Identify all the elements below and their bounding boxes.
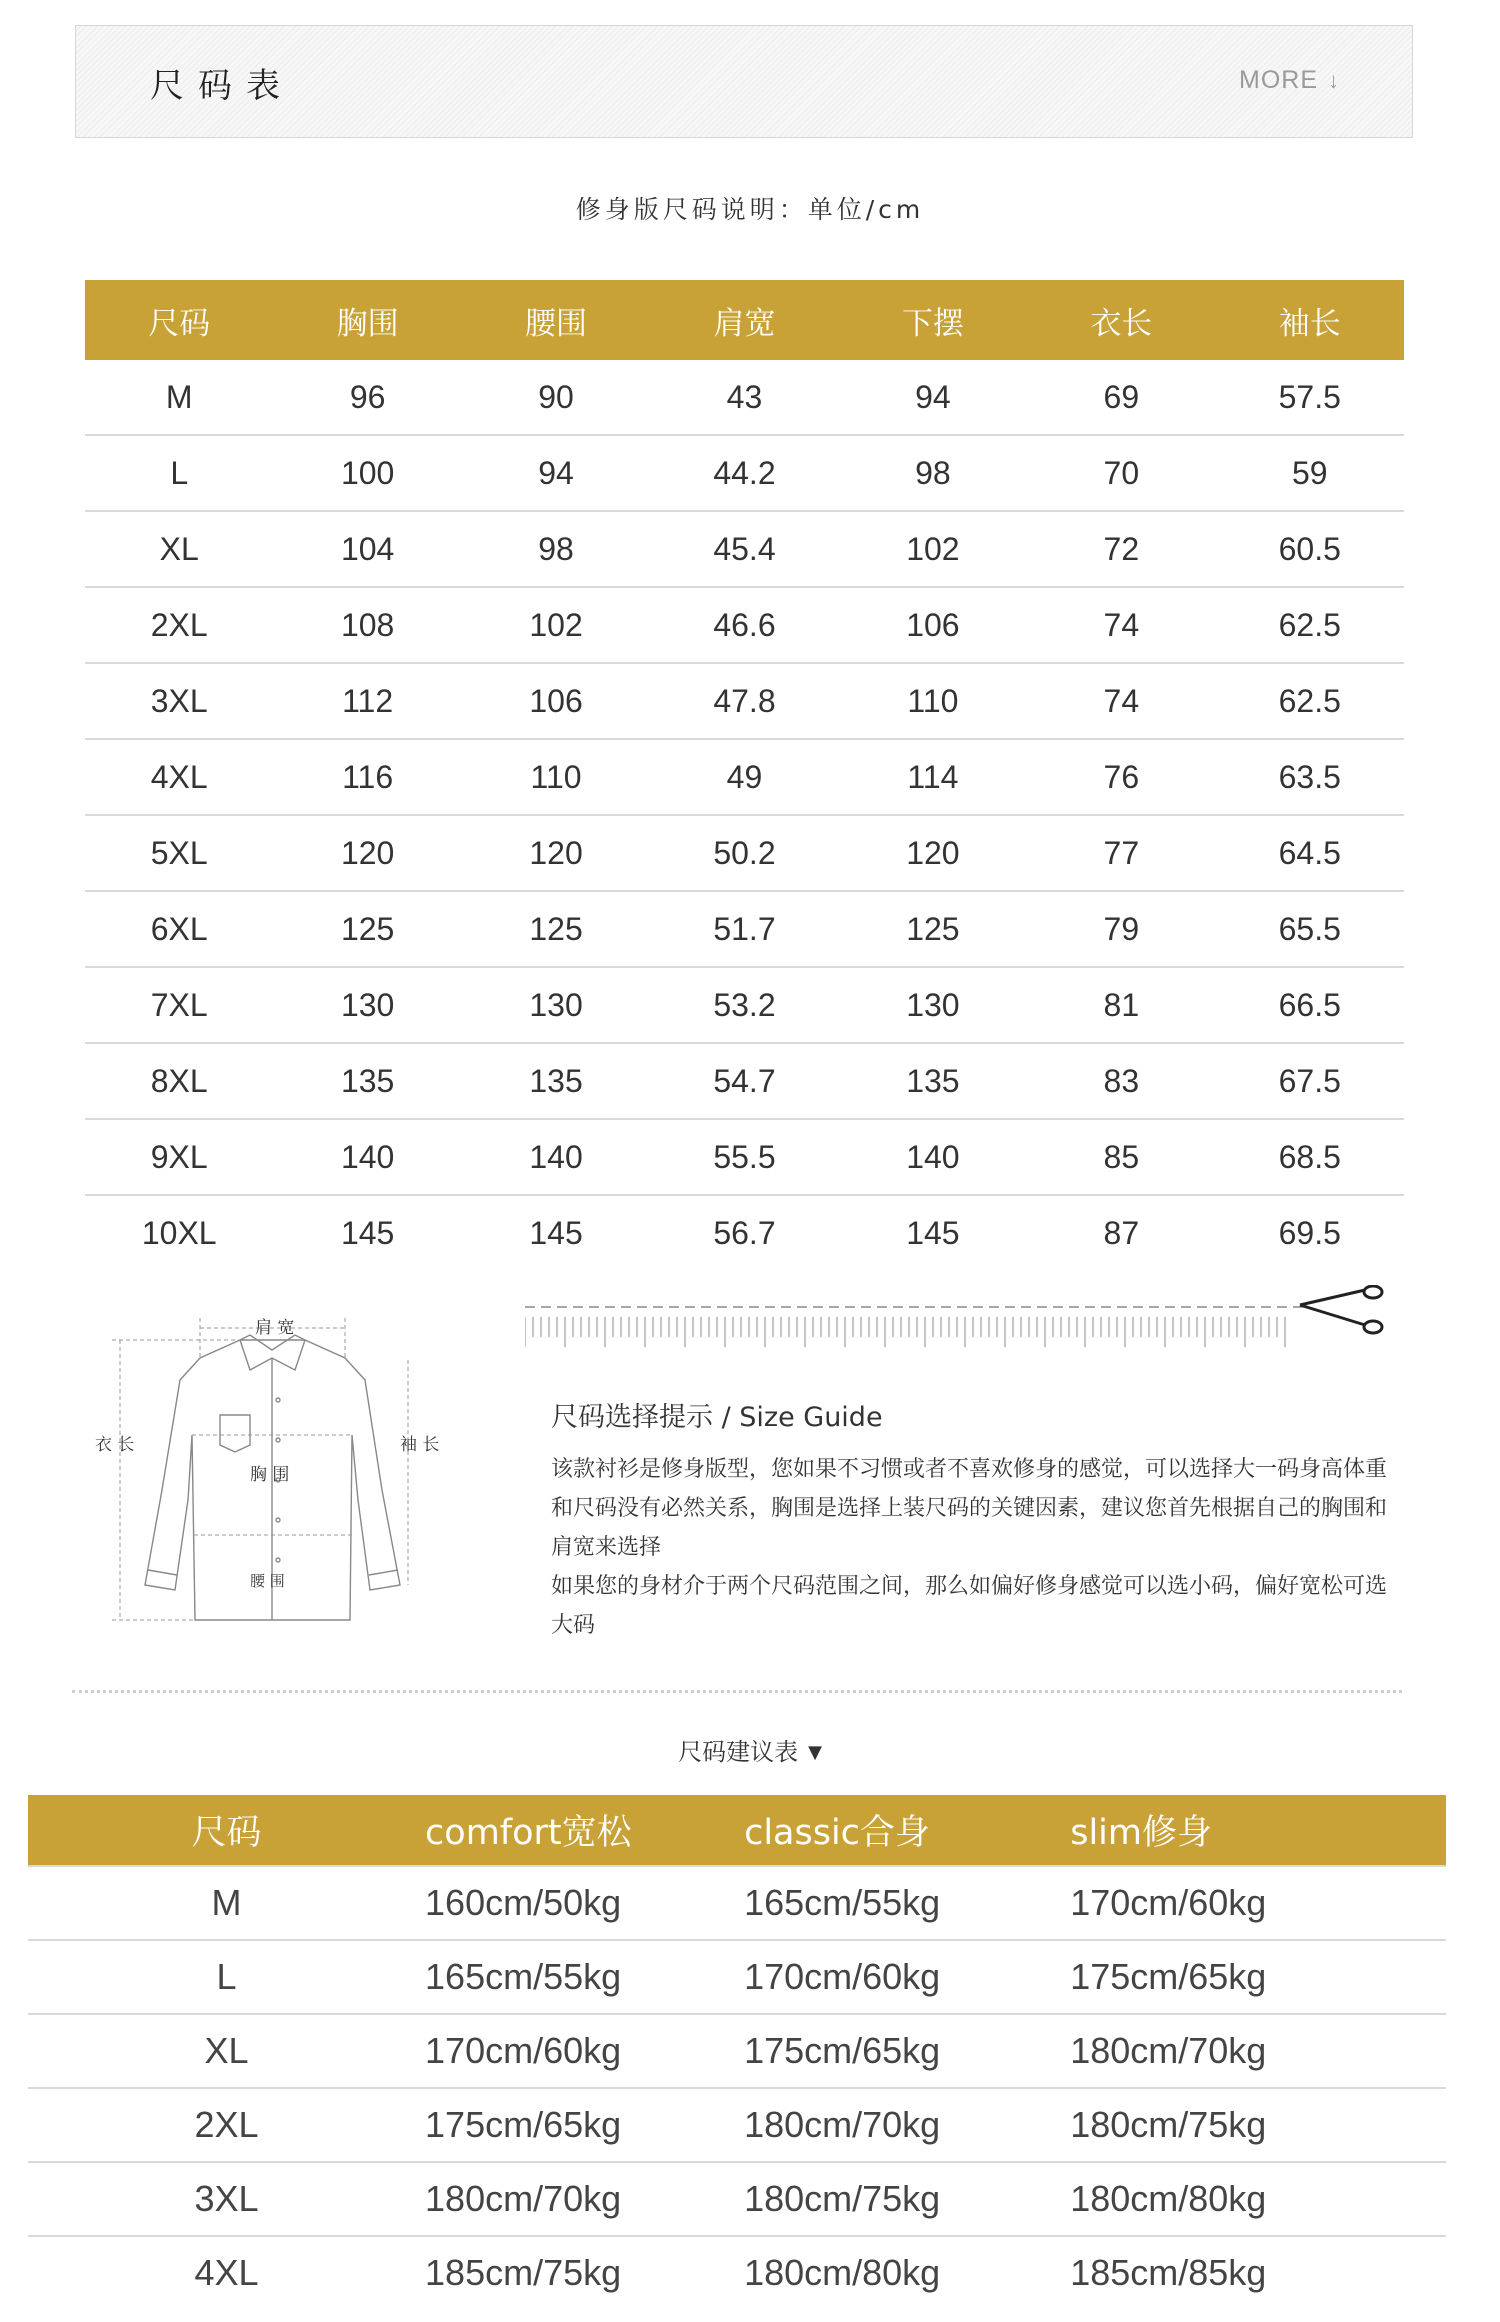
table-cell: XL [28,2014,425,2088]
diagram-label-waist: 腰 围 [250,1572,285,1590]
table-cell: 4XL [28,2236,425,2309]
header-banner [75,25,1413,138]
table-cell: 94 [462,435,650,511]
table-cell: 175cm/65kg [425,2088,744,2162]
more-label: MORE [1239,66,1318,94]
table-cell: 185cm/85kg [1070,2236,1446,2309]
table-row [85,739,1404,815]
more-link[interactable] [1239,66,1340,95]
size-table-body [85,360,1404,1270]
recommend-caption [0,1732,1500,1767]
table-cell: 10XL [141,1214,217,1251]
recommend-table-header-cell: slim修身 [1070,1795,1446,1866]
table-cell: 60.5 [1216,511,1404,587]
table-row [85,1119,1404,1195]
table-cell: 125 [839,891,1027,967]
table-row [85,891,1404,967]
diagram-label-sleeve: 袖 长 [400,1435,440,1455]
table-cell: 145 [340,1214,395,1251]
table-cell: 66.5 [1216,967,1404,1043]
table-cell: 70 [1027,435,1215,511]
table-cell: 145 [529,1214,583,1251]
scissors-icon [1300,1286,1382,1333]
table-cell: 120 [273,815,461,891]
diagram-label-shoulder: 肩 宽 [255,1318,295,1338]
triangle-down-icon: ▼ [808,1742,822,1763]
table-cell: 114 [839,739,1027,815]
table-cell: 180cm/70kg [744,2088,1070,2162]
table-cell: 180cm/75kg [744,2162,1070,2236]
table-cell: 85 [1027,1119,1215,1195]
table-cell: 130 [462,967,650,1043]
table-cell: 77 [1027,815,1215,891]
table-cell: 108 [273,587,461,663]
table-cell: 165cm/55kg [744,1866,1070,1940]
table-cell: 145 [906,1214,960,1251]
table-cell: M [28,1866,425,1940]
table-row [85,511,1404,587]
table-cell: 62.5 [1216,587,1404,663]
table-cell: 44.2 [650,435,838,511]
table-cell: 45.4 [650,511,838,587]
table-row [28,2162,1446,2236]
table-row [85,435,1404,511]
table-cell: 106 [462,663,650,739]
table-cell: 130 [839,967,1027,1043]
table-cell: 175cm/65kg [1070,1940,1446,2014]
recommend-table-body [28,1866,1446,2309]
table-cell: L [28,1940,425,2014]
recommend-table-header-row [28,1795,1446,1866]
table-cell: L [85,435,273,511]
table-cell: M [85,360,273,435]
table-cell: 106 [839,587,1027,663]
table-cell: XL [85,511,273,587]
table-cell: 64.5 [1216,815,1404,891]
table-cell: 110 [462,739,650,815]
table-cell: 4XL [85,739,273,815]
table-cell: 120 [839,815,1027,891]
table-cell: 54.7 [650,1043,838,1119]
diagram-label-length: 衣 长 [95,1435,135,1455]
size-table-header-cell: 衣长 [1027,280,1215,360]
table-cell: 76 [1027,739,1215,815]
table-cell: 62.5 [1216,663,1404,739]
table-cell: 165cm/55kg [425,1940,744,2014]
size-guide-title: 尺码选择提示 / Size Guide [551,1402,883,1433]
table-row [85,1043,1404,1119]
table-cell: 49 [650,739,838,815]
table-cell: 50.2 [650,815,838,891]
table-cell: 51.7 [650,891,838,967]
diagram-label-chest: 胸 围 [250,1465,290,1485]
table-cell: 120 [462,815,650,891]
size-note: 修身版尺码说明：单位/cm [575,195,925,224]
size-guide-paragraph: 该款衬衫是修身版型，您如果不习惯或者不喜欢修身的感觉，可以选择大一码身高体重和尺码没有必然关系，胸围是选择上装尺码的关键因素，建议您首先根据自己的胸围和肩宽来选择 [551,1457,1388,1560]
table-cell: 110 [839,663,1027,739]
size-table-header-cell: 尺码 [85,280,273,360]
table-cell: 79 [1027,891,1215,967]
table-cell: 74 [1027,663,1215,739]
table-cell: 3XL [85,663,273,739]
table-cell: 6XL [85,891,273,967]
table-cell: 69.5 [1278,1214,1341,1251]
table-cell: 69 [1027,360,1215,435]
size-table-header-cell: 腰围 [462,280,650,360]
table-row [28,1940,1446,2014]
table-cell: 96 [273,360,461,435]
table-cell: 43 [650,360,838,435]
table-row [85,815,1404,891]
table-cell: 98 [462,511,650,587]
table-cell: 98 [839,435,1027,511]
table-row [85,587,1404,663]
table-cell: 116 [273,739,461,815]
size-guide-paragraph: 如果您的身材介于两个尺码范围之间，那么如偏好修身感觉可以选小码，偏好宽松可选大码 [551,1574,1388,1638]
recommend-table-header-cell: classic合身 [744,1795,1070,1866]
table-row [85,360,1404,435]
table-cell: 59 [1216,435,1404,511]
table-cell: 7XL [85,967,273,1043]
table-cell: 180cm/75kg [1070,2088,1446,2162]
table-cell: 160cm/50kg [425,1866,744,1940]
table-cell: 175cm/65kg [744,2014,1070,2088]
ruler-decoration [525,1285,1385,1355]
table-cell: 3XL [28,2162,425,2236]
table-cell: 46.6 [650,587,838,663]
table-cell: 72 [1027,511,1215,587]
table-row [85,1195,1404,1270]
table-cell: 2XL [28,2088,425,2162]
table-cell: 135 [839,1043,1027,1119]
table-cell: 68.5 [1216,1119,1404,1195]
recommend-table-header-cell: 尺码 [28,1795,425,1866]
table-row [28,1866,1446,1940]
table-cell: 8XL [85,1043,273,1119]
table-cell: 94 [839,360,1027,435]
table-cell: 5XL [85,815,273,891]
size-table-header-cell: 下摆 [839,280,1027,360]
table-cell: 55.5 [650,1119,838,1195]
table-cell: 67.5 [1216,1043,1404,1119]
arrow-down-icon: ↓ [1328,68,1340,93]
table-cell: 56.7 [713,1214,776,1251]
table-cell: 170cm/60kg [744,1940,1070,2014]
banner-title: 尺码表 [150,66,294,106]
size-table [85,280,1404,1270]
shirt-measurement-diagram [90,1300,470,1645]
section-divider [72,1690,1402,1693]
table-cell: 100 [273,435,461,511]
table-cell: 102 [839,511,1027,587]
table-row [28,2236,1446,2309]
recommend-caption-label: 尺码建议表 [678,1738,799,1766]
table-cell: 53.2 [650,967,838,1043]
recommend-table [28,1795,1446,2309]
table-cell: 104 [273,511,461,587]
table-cell: 81 [1027,967,1215,1043]
table-cell: 90 [462,360,650,435]
table-cell: 102 [462,587,650,663]
table-cell: 180cm/70kg [1070,2014,1446,2088]
table-row [28,2014,1446,2088]
table-cell: 125 [273,891,461,967]
table-cell: 112 [273,663,461,739]
table-cell: 74 [1027,587,1215,663]
table-cell: 140 [839,1119,1027,1195]
table-cell: 57.5 [1216,360,1404,435]
table-cell: 180cm/80kg [1070,2162,1446,2236]
table-row [28,2088,1446,2162]
table-cell: 63.5 [1216,739,1404,815]
size-table-header-cell: 肩宽 [650,280,838,360]
table-cell: 125 [462,891,650,967]
table-cell: 130 [273,967,461,1043]
table-cell: 83 [1027,1043,1215,1119]
table-cell: 47.8 [650,663,838,739]
recommend-table-header-cell: comfort宽松 [425,1795,744,1866]
table-cell: 9XL [85,1119,273,1195]
table-cell: 185cm/75kg [425,2236,744,2309]
table-row [85,663,1404,739]
size-table-header-cell: 胸围 [273,280,461,360]
table-cell: 180cm/70kg [425,2162,744,2236]
size-table-header-row [85,280,1404,360]
table-cell: 170cm/60kg [425,2014,744,2088]
size-guide-text [551,1450,1391,1645]
table-row [85,967,1404,1043]
table-cell: 140 [462,1119,650,1195]
table-cell: 140 [273,1119,461,1195]
table-cell: 135 [273,1043,461,1119]
table-cell: 170cm/60kg [1070,1866,1446,1940]
table-cell: 2XL [85,587,273,663]
table-cell: 87 [1103,1214,1140,1251]
table-cell: 65.5 [1216,891,1404,967]
table-cell: 180cm/80kg [744,2236,1070,2309]
table-cell: 135 [462,1043,650,1119]
size-table-header-cell: 袖长 [1216,280,1404,360]
